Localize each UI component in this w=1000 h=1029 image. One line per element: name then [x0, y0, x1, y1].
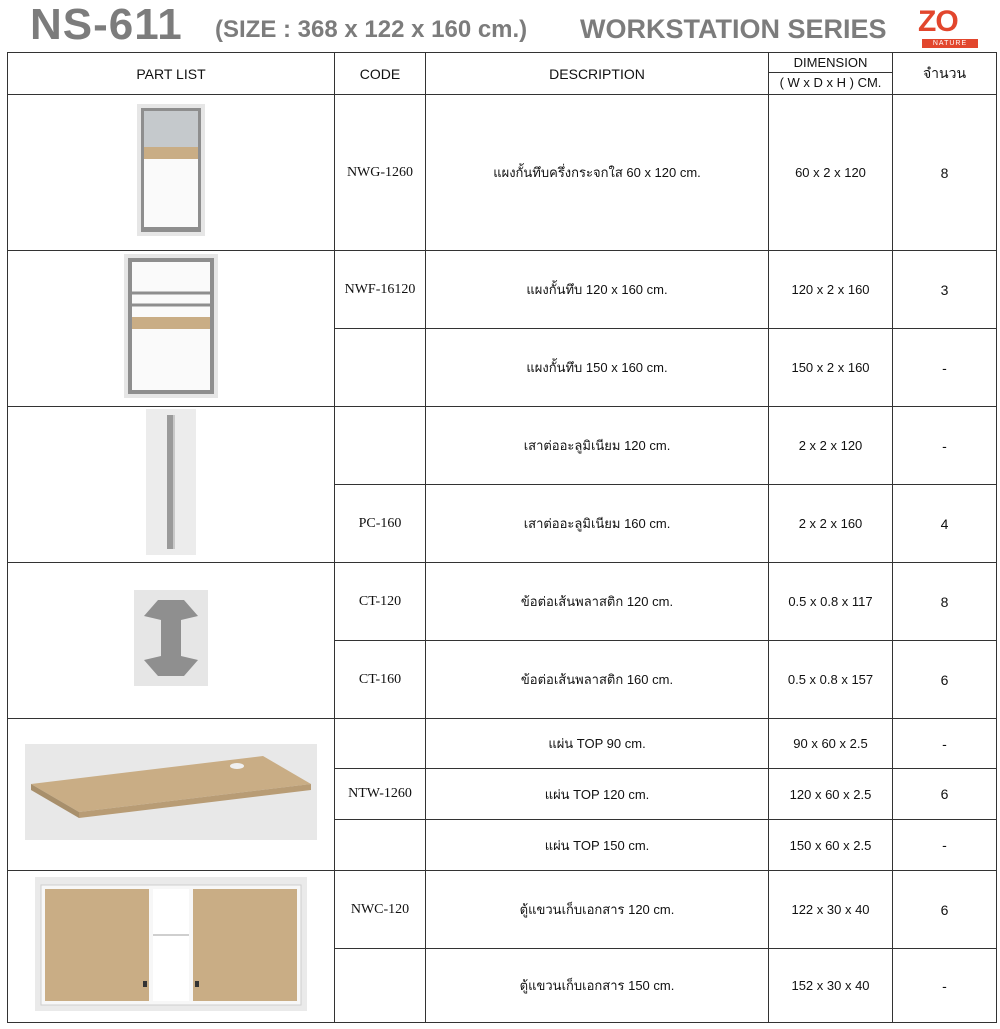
- table-row: [8, 719, 997, 769]
- table-row: [8, 251, 997, 329]
- description-cell: ข้อต่อเส้นพลาสติก 160 cm.: [426, 641, 769, 719]
- qty-cell: -: [893, 719, 997, 769]
- code-cell: [335, 820, 426, 871]
- brand-logo: [918, 6, 980, 48]
- qty-cell: -: [893, 949, 997, 1023]
- dimension-cell: 120 x 2 x 160: [769, 251, 893, 329]
- qty-cell: -: [893, 329, 997, 407]
- table-row: [8, 407, 997, 485]
- part-image-cell: [8, 719, 335, 871]
- description-cell: ข้อต่อเส้นพลาสติก 120 cm.: [426, 563, 769, 641]
- dimension-cell: 60 x 2 x 120: [769, 95, 893, 251]
- description-cell: แผงกั้นทึบครึ่งกระจกใส 60 x 120 cm.: [426, 95, 769, 251]
- dimension-cell: 122 x 30 x 40: [769, 871, 893, 949]
- table-row: [8, 563, 997, 641]
- qty-cell: 8: [893, 563, 997, 641]
- qty-cell: 6: [893, 769, 997, 820]
- dimension-cell: 152 x 30 x 40: [769, 949, 893, 1023]
- logo-nature-text: NATURE: [922, 39, 978, 48]
- qty-cell: -: [893, 820, 997, 871]
- series-title: WORKSTATION SERIES: [580, 14, 887, 44]
- hanging-cabinet-image: [35, 877, 307, 1011]
- code-cell: [335, 329, 426, 407]
- code-cell: PC-160: [335, 485, 426, 563]
- aluminium-pole-image: [146, 409, 196, 555]
- part-image-cell: [8, 871, 335, 1023]
- part-image-cell: [8, 251, 335, 407]
- code-cell: NWF-16120: [335, 251, 426, 329]
- solid-panel-image: [123, 253, 219, 399]
- qty-cell: 3: [893, 251, 997, 329]
- col-description: DESCRIPTION: [426, 53, 769, 95]
- code-cell: CT-120: [335, 563, 426, 641]
- glass-half-panel-image: [136, 103, 206, 237]
- col-part-list: PART LIST: [8, 53, 335, 95]
- table-row: [8, 95, 997, 251]
- description-cell: แผ่น TOP 90 cm.: [426, 719, 769, 769]
- col-dimension: [769, 53, 893, 95]
- qty-cell: 4: [893, 485, 997, 563]
- model-size: (SIZE : 368 x 122 x 160 cm.): [215, 16, 528, 43]
- col-qty: จำนวน: [893, 53, 997, 95]
- qty-cell: 6: [893, 641, 997, 719]
- qty-cell: -: [893, 407, 997, 485]
- col-code: CODE: [335, 53, 426, 95]
- description-cell: แผงกั้นทึบ 150 x 160 cm.: [426, 329, 769, 407]
- description-cell: แผงกั้นทึบ 120 x 160 cm.: [426, 251, 769, 329]
- code-cell: [335, 407, 426, 485]
- part-image-cell: [8, 95, 335, 251]
- page-header: [0, 0, 1000, 52]
- parts-table: [7, 52, 997, 1023]
- part-image-cell: [8, 563, 335, 719]
- table-header-row: [8, 53, 997, 95]
- dimension-cell: 120 x 60 x 2.5: [769, 769, 893, 820]
- dimension-cell: 90 x 60 x 2.5: [769, 719, 893, 769]
- dimension-cell: 150 x 60 x 2.5: [769, 820, 893, 871]
- dimension-cell: 0.5 x 0.8 x 117: [769, 563, 893, 641]
- wood-desktop-image: [25, 744, 317, 840]
- logo-zo-text: ZO: [918, 5, 958, 38]
- description-cell: เสาต่ออะลูมิเนียม 120 cm.: [426, 407, 769, 485]
- description-cell: แผ่น TOP 150 cm.: [426, 820, 769, 871]
- description-cell: แผ่น TOP 120 cm.: [426, 769, 769, 820]
- code-cell: NWC-120: [335, 871, 426, 949]
- col-dimension-title: DIMENSION: [769, 54, 892, 73]
- code-cell: [335, 949, 426, 1023]
- description-cell: ตู้แขวนเก็บเอกสาร 150 cm.: [426, 949, 769, 1023]
- dimension-cell: 150 x 2 x 160: [769, 329, 893, 407]
- plastic-connector-image: [134, 590, 208, 686]
- dimension-cell: 2 x 2 x 160: [769, 485, 893, 563]
- code-cell: [335, 719, 426, 769]
- col-dimension-unit: ( W x D x H ) CM.: [779, 75, 882, 90]
- model-number: NS-611: [30, 0, 183, 49]
- table-row: [8, 871, 997, 949]
- code-cell: NTW-1260: [335, 769, 426, 820]
- code-cell: NWG-1260: [335, 95, 426, 251]
- code-cell: CT-160: [335, 641, 426, 719]
- qty-cell: 8: [893, 95, 997, 251]
- part-image-cell: [8, 407, 335, 563]
- qty-cell: 6: [893, 871, 997, 949]
- description-cell: เสาต่ออะลูมิเนียม 160 cm.: [426, 485, 769, 563]
- dimension-cell: 2 x 2 x 120: [769, 407, 893, 485]
- description-cell: ตู้แขวนเก็บเอกสาร 120 cm.: [426, 871, 769, 949]
- dimension-cell: 0.5 x 0.8 x 157: [769, 641, 893, 719]
